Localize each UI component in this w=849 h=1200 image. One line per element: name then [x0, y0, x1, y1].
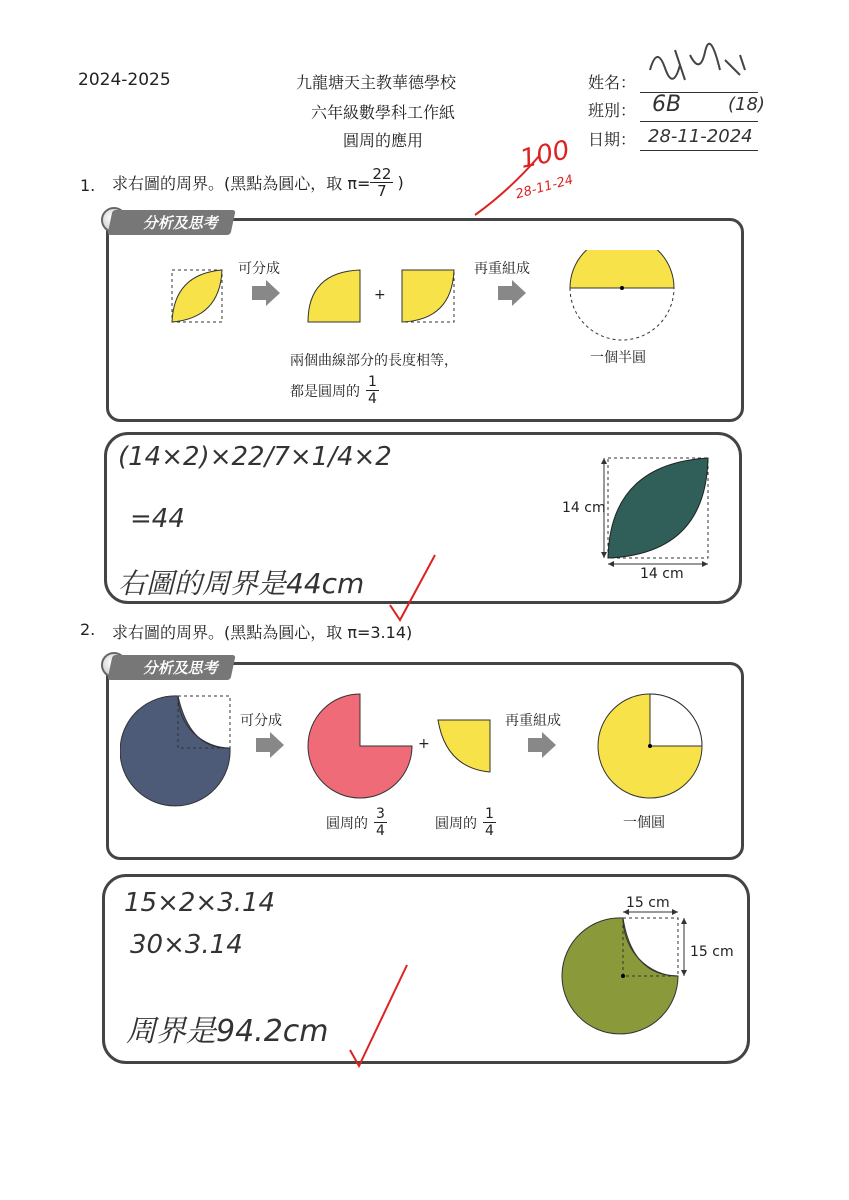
q1-text: 求右圖的周界。(黑點為圓心，取 π= — [112, 174, 371, 193]
q1-text-end: ) — [397, 173, 404, 192]
q2-part2-label — [435, 806, 496, 839]
q2-result-label: 一個圓 — [623, 815, 665, 831]
q2-prompt: 求右圖的周界。(黑點為圓心，取 π=3.14) — [112, 623, 413, 642]
score-mark: 100 — [517, 135, 573, 175]
q2-arrow-1-icon — [256, 732, 284, 758]
q1-split-label: 可分成 — [238, 261, 280, 277]
name-label: 姓名： — [588, 73, 637, 92]
q2-part1-label — [326, 806, 387, 839]
q1-leaf-shape — [172, 270, 222, 322]
q1-quarter-arc-1 — [308, 270, 360, 322]
q2-working-line-3: 周界是94.2cm — [126, 1014, 329, 1049]
q1-quarter-arc-2 — [402, 270, 454, 322]
worksheet-topic: 圓周的應用 — [343, 131, 424, 150]
q2-plus: + — [418, 736, 430, 752]
q1-working-line-1: (14×2)×22/7×1/4×2 — [118, 442, 392, 472]
q1-working-line-2: =44 — [130, 504, 185, 534]
q2-part2-den: 4 — [485, 823, 494, 839]
q1-plus: + — [374, 287, 386, 303]
q1-arrow-2-icon — [498, 280, 526, 306]
school-name: 九龍塘天主教華德學校 — [296, 73, 457, 92]
q2-analysis-tag: 分析及思考 — [107, 655, 235, 680]
q2-arrow-2-icon — [528, 732, 556, 758]
q1-analysis-tag: 分析及思考 — [107, 210, 235, 235]
q2-top-dim-label: 15 cm — [626, 895, 670, 911]
q2-full-circle — [598, 694, 702, 798]
q2-part2-text: 圓周的 — [435, 815, 477, 832]
q2-pink-three-quarter — [308, 694, 412, 798]
q1-pi-den: 7 — [377, 182, 387, 200]
q2-part1-num: 3 — [376, 806, 385, 822]
q1-regroup-label: 再重組成 — [474, 261, 530, 277]
q2-part1-fraction — [374, 806, 387, 839]
class-number: (18) — [728, 94, 765, 115]
date-value: 28-11-2024 — [648, 126, 753, 147]
class-underline — [640, 121, 758, 122]
q1-prompt — [112, 166, 404, 199]
q1-note-fraction — [366, 374, 379, 407]
q2-part2-fraction — [483, 806, 496, 839]
class-value: 6B — [652, 92, 682, 117]
q1-note-line1: 兩個曲線部分的長度相等， — [290, 353, 458, 369]
signature-scribble-icon — [645, 40, 755, 90]
name-signature — [645, 40, 755, 90]
q2-working-line-2: 30×3.14 — [130, 930, 243, 960]
class-label: 班別： — [588, 101, 637, 120]
q1-number: 1. — [80, 176, 96, 195]
q1-check-mark-icon — [385, 550, 445, 625]
q1-note-line2 — [290, 374, 379, 407]
q2-part1-text: 圓周的 — [326, 815, 368, 832]
q2-check-mark-icon — [345, 960, 415, 1070]
q2-part2-num: 1 — [485, 806, 494, 822]
score-stroke-icon — [470, 150, 550, 220]
q2-regroup-label: 再重組成 — [505, 713, 561, 729]
q1-working-line-3: 右圖的周界是44cm — [118, 567, 365, 600]
q2-working-line-1: 15×2×3.14 — [124, 888, 276, 918]
marking-date: 28-11-24 — [514, 172, 575, 203]
q1-note-den: 4 — [368, 391, 377, 407]
q2-side-dim-label: 15 cm — [690, 944, 734, 960]
q2-split-label: 可分成 — [240, 713, 282, 729]
q1-result-label: 一個半圓 — [590, 350, 646, 366]
q2-number: 2. — [80, 620, 96, 639]
date-label: 日期： — [588, 130, 637, 149]
q1-width-label: 14 cm — [640, 566, 684, 582]
q1-note-num: 1 — [368, 374, 377, 390]
q2-yellow-quarter — [438, 720, 490, 772]
year: 2024-2025 — [78, 70, 171, 90]
q2-part1-den: 4 — [376, 823, 385, 839]
q1-leaf-figure — [598, 450, 718, 570]
q1-pi-num: 22 — [372, 165, 392, 183]
q2-circle-figure — [560, 890, 740, 1040]
q1-height-label: 14 cm — [562, 500, 606, 516]
q2-navy-shape — [120, 696, 230, 806]
date-underline — [640, 150, 758, 151]
q1-pi-fraction — [370, 166, 393, 199]
worksheet-subtitle: 六年級數學科工作紙 — [311, 103, 456, 122]
q1-semicircle — [570, 250, 674, 340]
q1-arrow-1-icon — [252, 280, 280, 306]
q1-note-text: 都是圓周的 — [290, 383, 360, 400]
